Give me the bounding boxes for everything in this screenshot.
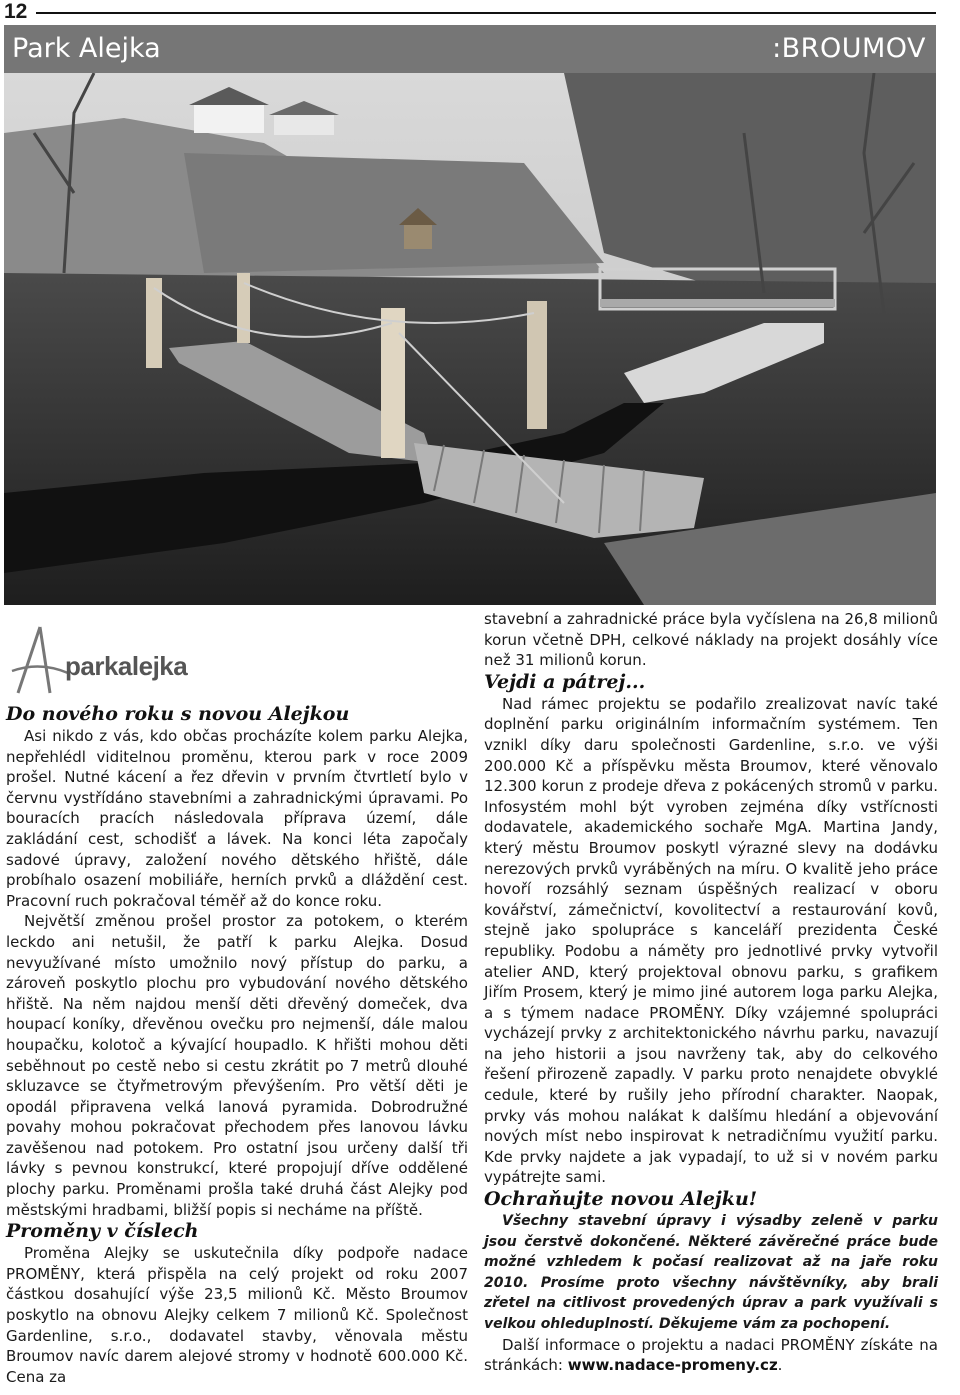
link-suffix: . xyxy=(777,1356,783,1375)
parkalejka-logo-text: parkalejka xyxy=(65,651,188,681)
top-rule xyxy=(36,12,936,14)
heading-do-noveho-roku: Do nového roku s novou Alejkou xyxy=(6,703,350,725)
photo-illustration xyxy=(4,73,936,605)
heading-vejdi-a-patrej: Vejdi a pátrej... xyxy=(484,670,646,693)
paragraph-intro: Asi nikdo z vás, kdo občas procházíte kolem parku Alejka, nepřehlédl viditelnou proměnu, kterou park v roce 2009 prošel. Nutné kácení a řez dřevin v prvním čtvrtletí bylo v červnu vystřídáno stavebními a zahradnickými úpravami. Po bouracích pracích následovala příprava území, dále zakládání cest, schodišť a lávek. Na konci léta započaly sadové úpravy, založení nového dětského hřiště, dále probíhalo osazení mobiliáře, herních prvků a dláždění cest. Pracovní ruch pokračoval téměř až do konce roku. xyxy=(6,727,468,910)
article-right-column xyxy=(484,609,938,1376)
section-title: Park Alejka xyxy=(12,33,161,64)
heading-promeny-v-cislech: Proměny v číslech xyxy=(6,1220,199,1243)
brand-title: :BROUMOV xyxy=(772,33,926,64)
paragraph-appeal: Všechny stavební úpravy i výsadby zeleně v parku jsou čerstvě dokončené. Některé závěrečné práce bude možné vzhledem k počasí realizovat až na jaře roku 2010. Prosíme proto všechny návštěvníky, aby brali zřetel na citlivost provedených úprav a park využívali s velkou ohleduplností. Děkujeme vám za pochopení. xyxy=(484,1213,938,1332)
parkalejka-logo-mark-icon xyxy=(10,623,70,697)
paragraph-more-info xyxy=(484,1335,938,1376)
article-left-column xyxy=(6,703,468,1387)
heading-ochranujte: Ochraňujte novou Alejku! xyxy=(484,1188,758,1211)
page-number: 12 xyxy=(4,0,28,23)
paragraph-numbers: Proměna Alejky se uskutečnila díky podpoře nadace PROMĚNY, která přispěla na celý projekt od roku 2007 částkou dosahující výše 23,5 milionů Kč. Město Broumov poskytlo na obnovu Alejky celkem 7 milionů Kč. Společnost Gardenline, s.r.o., dodavatel stavby, věnovala městu Broumov navíc darem alejové stromy v hodnotě 600.000 Kč. Cena za xyxy=(6,1244,468,1386)
paragraph-infosystem: Nad rámec projektu se podařilo zrealizovat navíc také doplnění parku originálním informačním systémem. Ten vznikl díky daru společnosti Gardenline, s.r.o. ve výši 200.000 Kč a příspěvku města Broumov, které věnovalo 12.300 korun z prodeje dřeva z pokácených stromů v parku. Infosystém mohl být vyroben zejména díky vstřícnosti dodavatele, akademického sochaře MgA. Martina Jandy, který městu Broumov poskytl výrazné slevy na dodávku nerezových prvků vyráběných na míru. O kvalitě jeho práce hovoří rozsáhlý seznam úspěšných realizací v oboru kovářství, zámečnictví, kovolitectví a restaurování kovů, stejně jako spolupráce s kanceláří prezidenta České republiky. Podobu a náměty pro jednotlivé prvky vytvořil atelier AND, který projektoval obnovu parku, s grafikem Jiřím Prosem, který je mimo jiné autorem loga parku Alejka, a s týmem nadace PROMĚNY. Díky vzájemné spolupráci vycházejí prvky z architektonického návrhu parku, navazují na jeho historii a jsou navrženy tak, aby do celkového řešení přirozeně zapadly. V parku proto nenajdete obvyklé cedule, které by rušily jeho přírodní charakter. Naopak, prvky vás mohou nalákat k dalšímu hledání a objevování nových míst nebo inspirovat k netradičnímu využití parku. Kde prvky najdete a jak vypadají, to už si v novém parku vypátrejte sami. xyxy=(484,694,938,1187)
nadace-promeny-link[interactable]: www.nadace-promeny.cz xyxy=(567,1356,778,1375)
park-footbridge-photo xyxy=(4,73,936,605)
parkalejka-logo xyxy=(4,621,188,697)
paragraph-playground: Největší změnou prošel prostor za potokem, o kterém leckdo ani netušil, že patří k parku Alejka. Dosud nevyužívané místo umožnilo nový přístup do parku, a zároveň poskytlo plochu pro vybudování nového dětského hřiště. Na něm najdou menší děti dřevěný domeček, dva houpací koníky, dřevěnou ovečku pro nejmenší, dále malou houpačku, kolotoč a kývající houpadlo. K hřišti mohou děti seběhnout po cestě nebo si cestu zkrátit po 7 metrů dlouhé skluzavce se čtyřmetrovým převýšením. Pro větší děti je opodál připravena velká lanová pyramida. Dobrodružné povahy mohou pokračovat přechodem přes lanovou lávku zavěšenou nad potokem. Pro ostatní jsou určeny další tři lávky s pevnou konstrukcí, které propojují dříve oddělené plochy parku. Proměnami prošla také druhá část Alejky pod městskými hradbami, bližší popis si necháme na příště. xyxy=(6,912,468,1219)
paragraph-numbers-continued: stavební a zahradnické práce byla vyčíslena na 26,8 milionů korun včetně DPH, celkové náklady na projekt dosáhly více než 31 milionů korun. xyxy=(484,610,938,670)
more-info-text: Další informace o projektu a nadaci PROMĚNY získáte na stránkách: xyxy=(484,1335,938,1375)
title-bar xyxy=(4,25,936,73)
